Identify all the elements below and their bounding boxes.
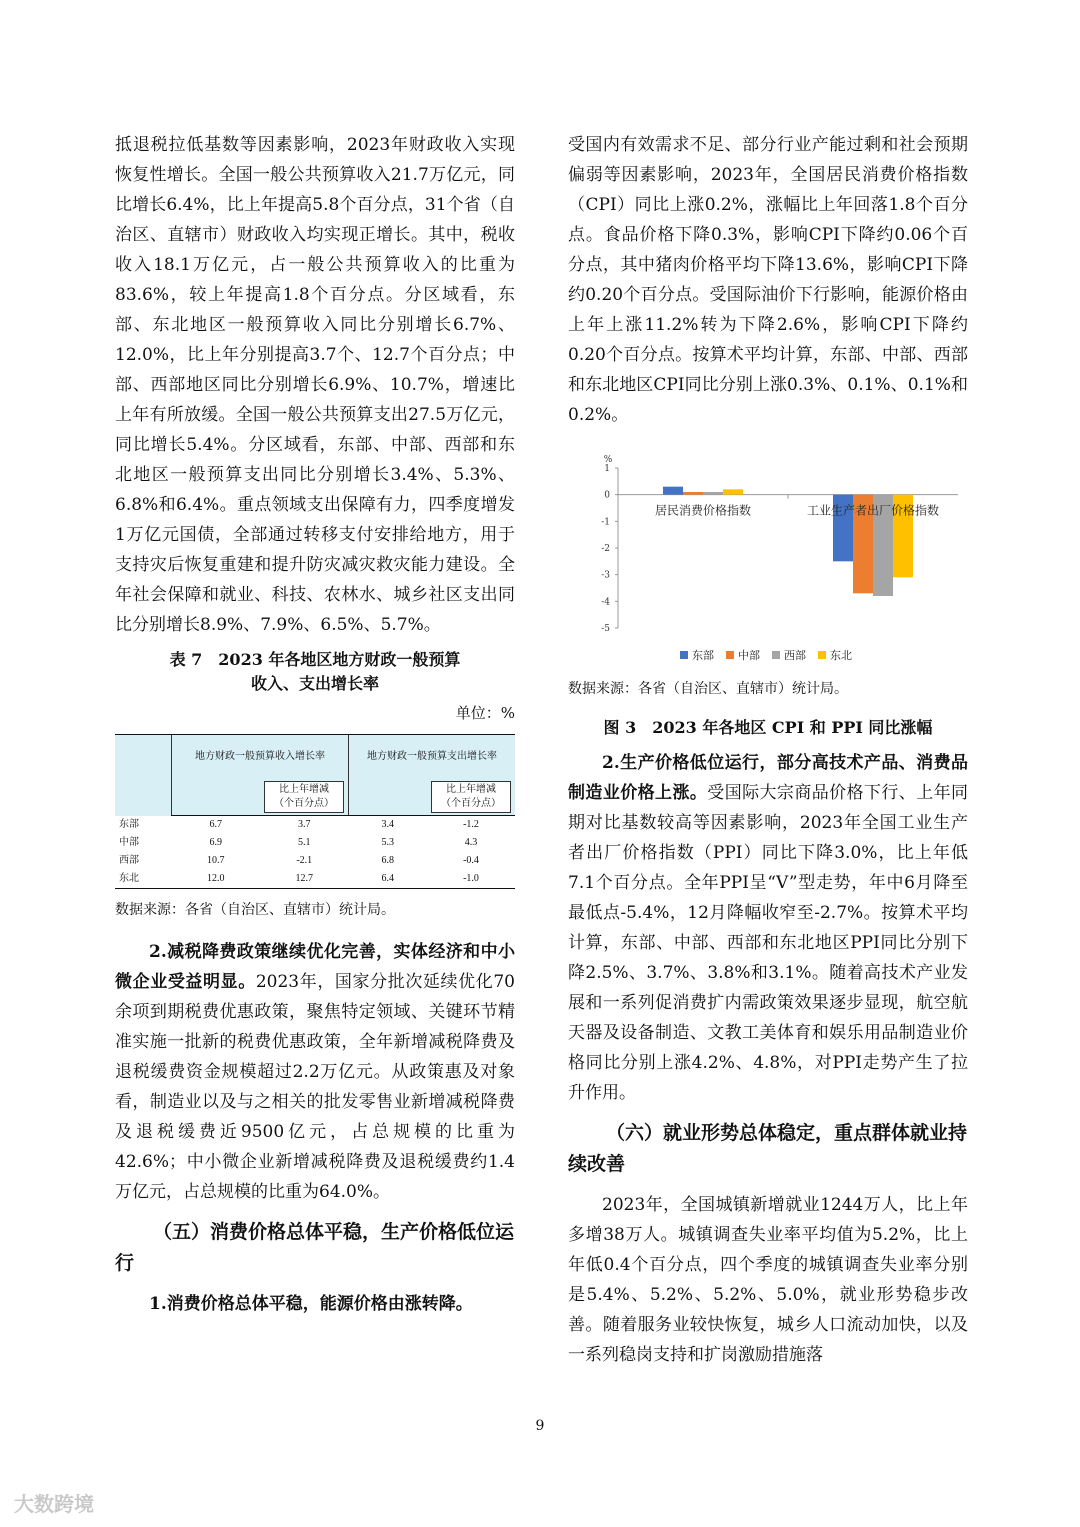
- y-tick-label: -5: [601, 624, 610, 634]
- expense-cell: 5.3: [381, 837, 394, 848]
- table-row: [115, 816, 515, 835]
- income-sub-label: 比上年增减（个百分点）: [264, 781, 344, 813]
- income-change-cell: 3.7: [298, 819, 311, 830]
- header-expense-sub: [427, 779, 515, 816]
- expense-change-cell: -0.4: [463, 855, 479, 866]
- table-unit: 单位：%: [455, 704, 515, 722]
- left-paragraph-2-heading: 2.减税降费政策继续优化完善，实体经济和中小微企业受益明显。: [115, 942, 515, 992]
- table-caption-line1: 表 7 2023 年各地区地方财政一般预算: [169, 650, 461, 669]
- legend-swatch: [818, 651, 826, 659]
- region-cell: 东北: [115, 870, 172, 889]
- y-tick-label: 0: [604, 490, 610, 501]
- table-row: [115, 852, 515, 870]
- income-change-cell: 12.7: [260, 870, 349, 889]
- region-cell: 西部: [119, 855, 139, 866]
- legend-label: 西部: [784, 649, 806, 662]
- expense-cell: 3.4: [381, 819, 394, 830]
- left-paragraph-1: 抵退税拉低基数等因素影响，2023年财政收入实现恢复性增长。全国一般公共预算收入21.7万亿元，同比增长6.4%，比上年提高5.8个百分点，31个省（自治区、直辖市）财政收入均实现正增长。其中，税收收入18.1万亿元，占一般公共预算收入的比重为83.6%，较上年提高1.8个百分点。分区域看，东部、东北地区一般预算收入同比分别增长6.7%、12.0%，比上年分别提高3.7个、12.7个百分点；中部、西部地区同比分别增长6.9%、10.7%，增速比上年有所放缓。全国一般公共预算支出27.5万亿元，同比增长5.4%。分区域看，东部、中部、西部和东北地区一般预算支出同比分别增长3.4%、5.3%、6.8%和6.4%。重点领域支出保障有力，四季度增发1万亿元国债，全部通过转移支付安排给地方，用于支持灾后恢复重建和提升防灾减灾救灾能力建设。全年社会保障和就业、科技、农林水、城乡社区支出同比分别增长8.9%、7.9%、6.5%、5.7%。: [115, 135, 515, 635]
- page-number: 9: [535, 1418, 545, 1434]
- right-paragraph-2-heading: 2.生产价格低位运行，部分高技术产品、消费品制造业价格上涨。: [568, 753, 968, 803]
- left-paragraph-2-body: 2023年，国家分批次延续优化70余项到期税费优惠政策，聚焦特定领域、关键环节精准实施一批新的税费优惠政策，全年新增减税降费及退税缓费资金规模超过2.2万亿元。从政策惠及对象看，制造业以及与之相关的批发零售业新增减税降费及退税缓费近9500亿元，占总规模的比重为42.6%；中小微企业新增减税降费及退税缓费约1.4万亿元，占总规模的比重为64.0%。: [115, 972, 515, 1202]
- table-source: 数据来源：各省（自治区、直辖市）统计局。: [115, 902, 395, 918]
- right-column: [568, 130, 968, 1370]
- header-income-sub: [260, 779, 349, 816]
- fiscal-table: [115, 734, 515, 889]
- table-caption-line2: 收入、支出增长率: [250, 674, 379, 693]
- table-row: [115, 870, 515, 889]
- section-6-heading: （六）就业形势总体稳定，重点群体就业持续改善: [568, 1122, 968, 1175]
- expense-change-cell: -1.2: [463, 819, 479, 830]
- category-label: 居民消费价格指数: [654, 503, 752, 518]
- income-cell: 12.0: [172, 870, 261, 889]
- y-tick-label: -3: [601, 570, 610, 581]
- header-expense: 地方财政一般预算支出增长率: [349, 735, 516, 780]
- region-cell: 中部: [119, 837, 139, 848]
- legend-swatch: [726, 651, 734, 659]
- right-paragraph-2: [568, 748, 968, 1108]
- figure-caption: 图 3 2023 年各地区 CPI 和 PPI 同比涨幅: [603, 718, 933, 737]
- income-change-cell: 5.1: [298, 837, 311, 848]
- table-corner: [115, 735, 172, 816]
- bar-0-0: [663, 487, 683, 495]
- expense-cell: 6.8: [381, 855, 394, 866]
- bar-0-3: [723, 489, 743, 494]
- right-paragraph-1: 受国内有效需求不足、部分行业产能过剩和社会预期偏弱等因素影响，2023年，全国居民消费价格指数（CPI）同比上涨0.2%，涨幅比上年回落1.8个百分点。食品价格下降0.3%，影响CPI下降约0.06个百分点，其中猪肉价格平均下降13.6%，影响CPI下降约0.20个百分点。受国际油价下行影响，能源价格由上年上涨11.2%转为下降2.6%，影响CPI下降约0.20个百分点。按算术平均计算，东部、中部、西部和东北地区CPI同比分别上涨0.3%、0.1%、0.1%和0.2%。: [568, 135, 968, 425]
- expense-change-cell: 4.3: [464, 837, 478, 848]
- watermark: 大数跨境: [14, 1492, 94, 1516]
- table-caption: [115, 648, 515, 696]
- header-income-blank: [172, 779, 261, 816]
- bar-0-2: [703, 492, 723, 495]
- y-tick-label: -1: [601, 517, 610, 528]
- legend-label: 中部: [738, 649, 760, 662]
- legend-swatch: [680, 651, 688, 659]
- right-paragraph-2-body: 受国际大宗商品价格下行、上年同期对比基数较高等因素影响，2023年全国工业生产者出厂价格指数（PPI）同比下降3.0%，比上年低7.1个百分点。全年PPI呈“V”型走势，年中6月降至最低点-5.4%，12月降幅收窄至-2.7%。按算术平均计算，东部、中部、西部和东北地区PPI同比分别下降2.5%、3.7%、3.8%和3.1%。随着高技术产业发展和一系列促消费扩内需政策效果逐步显现，航空航天器及设备制造、文教工美体育和娱乐用品制造业价格同比分别上涨4.2%、4.8%，对PPI走势产生了拉升作用。: [568, 783, 969, 1103]
- income-change-cell: -2.1: [296, 855, 313, 866]
- income-cell: 10.7: [207, 855, 225, 866]
- legend-label: 东北: [830, 649, 852, 662]
- expense-change-cell: -1.0: [427, 870, 515, 889]
- region-cell: 东部: [119, 818, 139, 830]
- legend-swatch: [772, 651, 780, 659]
- bar-0-1: [683, 492, 703, 495]
- header-income: 地方财政一般预算收入增长率: [172, 735, 349, 780]
- income-cell: 6.9: [209, 837, 222, 848]
- cpi-ppi-chart: [568, 450, 968, 670]
- y-tick-label: -4: [601, 597, 610, 608]
- header-expense-blank: [349, 779, 428, 816]
- left-column: [115, 130, 515, 1319]
- section-5-heading: （五）消费价格总体平稳，生产价格低位运行: [115, 1221, 515, 1274]
- y-axis-unit: %: [603, 455, 613, 465]
- table-row: [115, 834, 515, 852]
- right-paragraph-3: 2023年，全国城镇新增就业1244万人，比上年多增38万人。城镇调查失业率平均值为5.2%，比上年低0.4个百分点，四个季度的城镇调查失业率分别是5.4%、5.2%、5.2%、5.0%，就业形势稳步改善。随着服务业较快恢复，城乡人口流动加快，以及一系列稳岗支持和扩岗激励措施落: [568, 1195, 968, 1365]
- expense-cell: 6.4: [349, 870, 428, 889]
- expense-sub-label: 比上年增减（个百分点）: [431, 781, 511, 813]
- legend-label: 东部: [692, 649, 714, 662]
- chart-source: 数据来源：各省（自治区、直辖市）统计局。: [568, 681, 848, 697]
- y-tick-label: 1: [604, 464, 610, 474]
- left-paragraph-2: [115, 937, 515, 1207]
- left-paragraph-3-heading: 1.消费价格总体平稳，能源价格由涨转降。: [149, 1294, 473, 1314]
- category-label: 工业生产者出厂价格指数: [806, 503, 940, 518]
- income-cell: 6.7: [209, 819, 222, 830]
- y-tick-label: -2: [601, 544, 610, 554]
